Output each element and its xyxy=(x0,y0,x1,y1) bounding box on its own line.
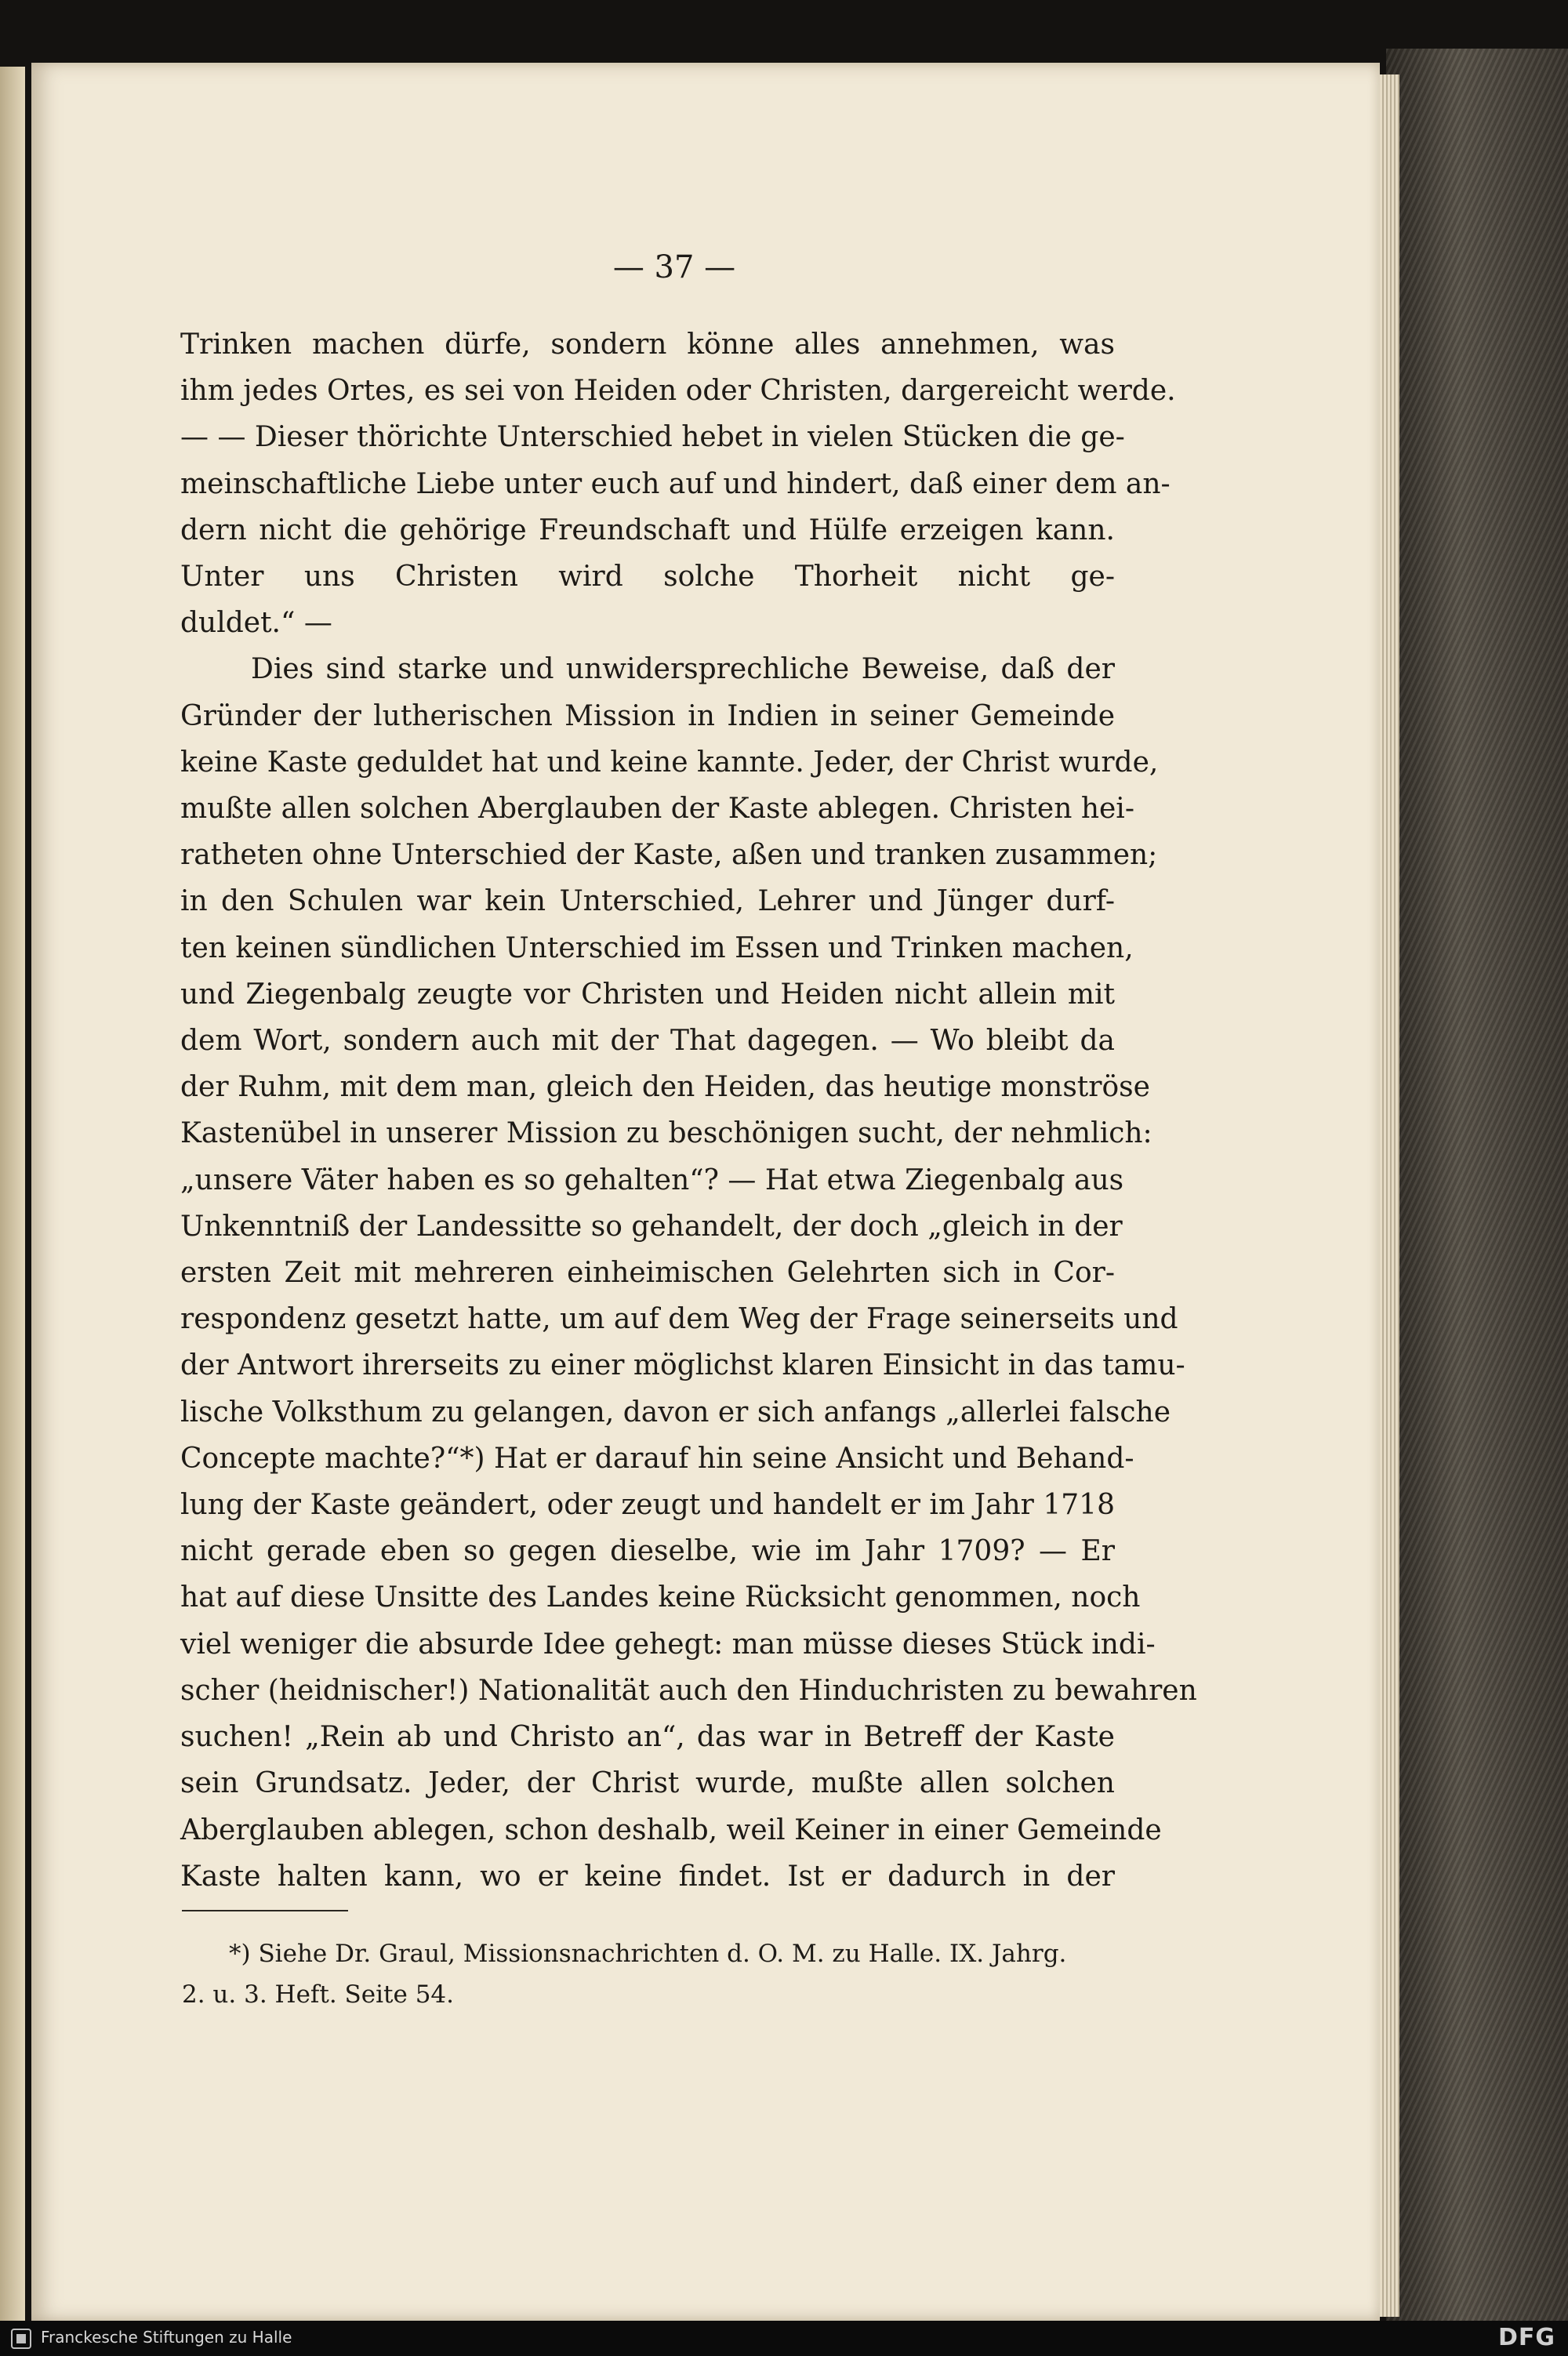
page-number: — 37 — xyxy=(612,249,736,285)
text-line: sein Grundsatz. Jeder, der Christ wurde, mußte allen solchen xyxy=(180,1767,1115,1800)
text-line: ersten Zeit mit mehreren einheimischen Gelehrten sich in Cor- xyxy=(180,1257,1115,1290)
text-line: Unter uns Christen wird solche Thorheit nicht ge- xyxy=(180,561,1115,594)
footnote-line: 2. u. 3. Heft. Seite 54. xyxy=(182,1980,455,2009)
text-line: dern nicht die gehörige Freundschaft und Hülfe erzeigen kann. xyxy=(180,514,1115,546)
text-line: Kastenübel in unserer Mission zu beschönigen sucht, der nehmlich: xyxy=(180,1117,1152,1150)
institution-name: Franckesche Stiftungen zu Halle xyxy=(41,2328,292,2347)
previous-page-edge xyxy=(0,67,25,2321)
text-line: Dies sind starke und unwidersprechliche Beweise, daß der xyxy=(251,653,1115,686)
text-line: in den Schulen war kein Unterschied, Lehrer und Jünger durf- xyxy=(180,885,1115,918)
text-line: ratheten ohne Unterschied der Kaste, aßen und tranken zusammen; xyxy=(180,839,1158,872)
text-line: — — Dieser thörichte Unterschied hebet in vielen Stücken die ge- xyxy=(180,421,1125,454)
footnote xyxy=(182,1933,1115,2015)
text-line: meinschaftliche Liebe unter euch auf und hindert, daß einer dem an- xyxy=(180,467,1171,500)
text-line: Aberglauben ablegen, schon deshalb, weil Keiner in einer Gemeinde xyxy=(180,1813,1162,1846)
text-line: duldet.“ — xyxy=(180,607,332,640)
text-line: mußte allen solchen Aberglauben der Kaste ablegen. Christen hei- xyxy=(180,793,1134,826)
text-line: keine Kaste geduldet hat und keine kannte. Jeder, der Christ wurde, xyxy=(180,746,1159,779)
text-line: scher (heidnischer!) Nationalität auch den Hinduchristen zu bewahren xyxy=(180,1674,1197,1707)
text-line: Concepte machte?“*) Hat er darauf hin seine Ansicht und Behand- xyxy=(180,1442,1134,1475)
text-line: respondenz gesetzt hatte, um auf dem Weg der Frage seinerseits und xyxy=(180,1303,1178,1336)
body-text xyxy=(180,321,1197,1900)
text-line: Kaste halten kann, wo er keine findet. Ist er dadurch in der xyxy=(180,1860,1115,1893)
text-line: und Ziegenbalg zeugte vor Christen und Heiden nicht allein mit xyxy=(180,978,1115,1011)
text-line: ihm jedes Ortes, es sei von Heiden oder Christen, dargereicht werde. xyxy=(180,375,1176,408)
institution-logo-icon xyxy=(11,2329,31,2349)
text-line: „unsere Väter haben es so gehalten“? — Hat etwa Ziegenbalg aus xyxy=(180,1163,1124,1196)
text-line: lung der Kaste geändert, oder zeugt und handelt er im Jahr 1718 xyxy=(180,1489,1115,1522)
footnote-line: *) Siehe Dr. Graul, Missionsnachrichten d. O. M. zu Halle. IX. Jahrg. xyxy=(229,1940,1067,1968)
text-line: nicht gerade eben so gegen dieselbe, wie im Jahr 1709? — Er xyxy=(180,1535,1115,1568)
text-line: Trinken machen dürfe, sondern könne alles annehmen, was xyxy=(180,329,1115,361)
text-line: der Ruhm, mit dem man, gleich den Heiden, das heutige monströse xyxy=(180,1071,1150,1104)
text-line: der Antwort ihrerseits zu einer möglichst klaren Einsicht in das tamu- xyxy=(180,1349,1185,1382)
text-line: suchen! „Rein ab und Christo an“, das war in Betreff der Kaste xyxy=(180,1721,1115,1754)
book-binding xyxy=(1386,49,1568,2322)
footnote-divider xyxy=(182,1910,348,1911)
text-line: Unkenntniß der Landessitte so gehandelt, der doch „gleich in der xyxy=(180,1210,1123,1243)
text-line: dem Wort, sondern auch mit der That dagegen. — Wo bleibt da xyxy=(180,1025,1115,1058)
text-line: viel weniger die absurde Idee gehegt: man müsse dieses Stück indi- xyxy=(180,1628,1156,1661)
text-line: Gründer der lutherischen Mission in Indien in seiner Gemeinde xyxy=(180,699,1115,732)
text-line: lische Volksthum zu gelangen, davon er sich anfangs „allerlei falsche xyxy=(180,1396,1171,1428)
text-line: ten keinen sündlichen Unterschied im Essen und Trinken machen, xyxy=(180,931,1134,964)
dfg-badge: DFG xyxy=(1497,2324,1555,2351)
text-line: hat auf diese Unsitte des Landes keine Rücksicht genommen, noch xyxy=(180,1581,1141,1614)
